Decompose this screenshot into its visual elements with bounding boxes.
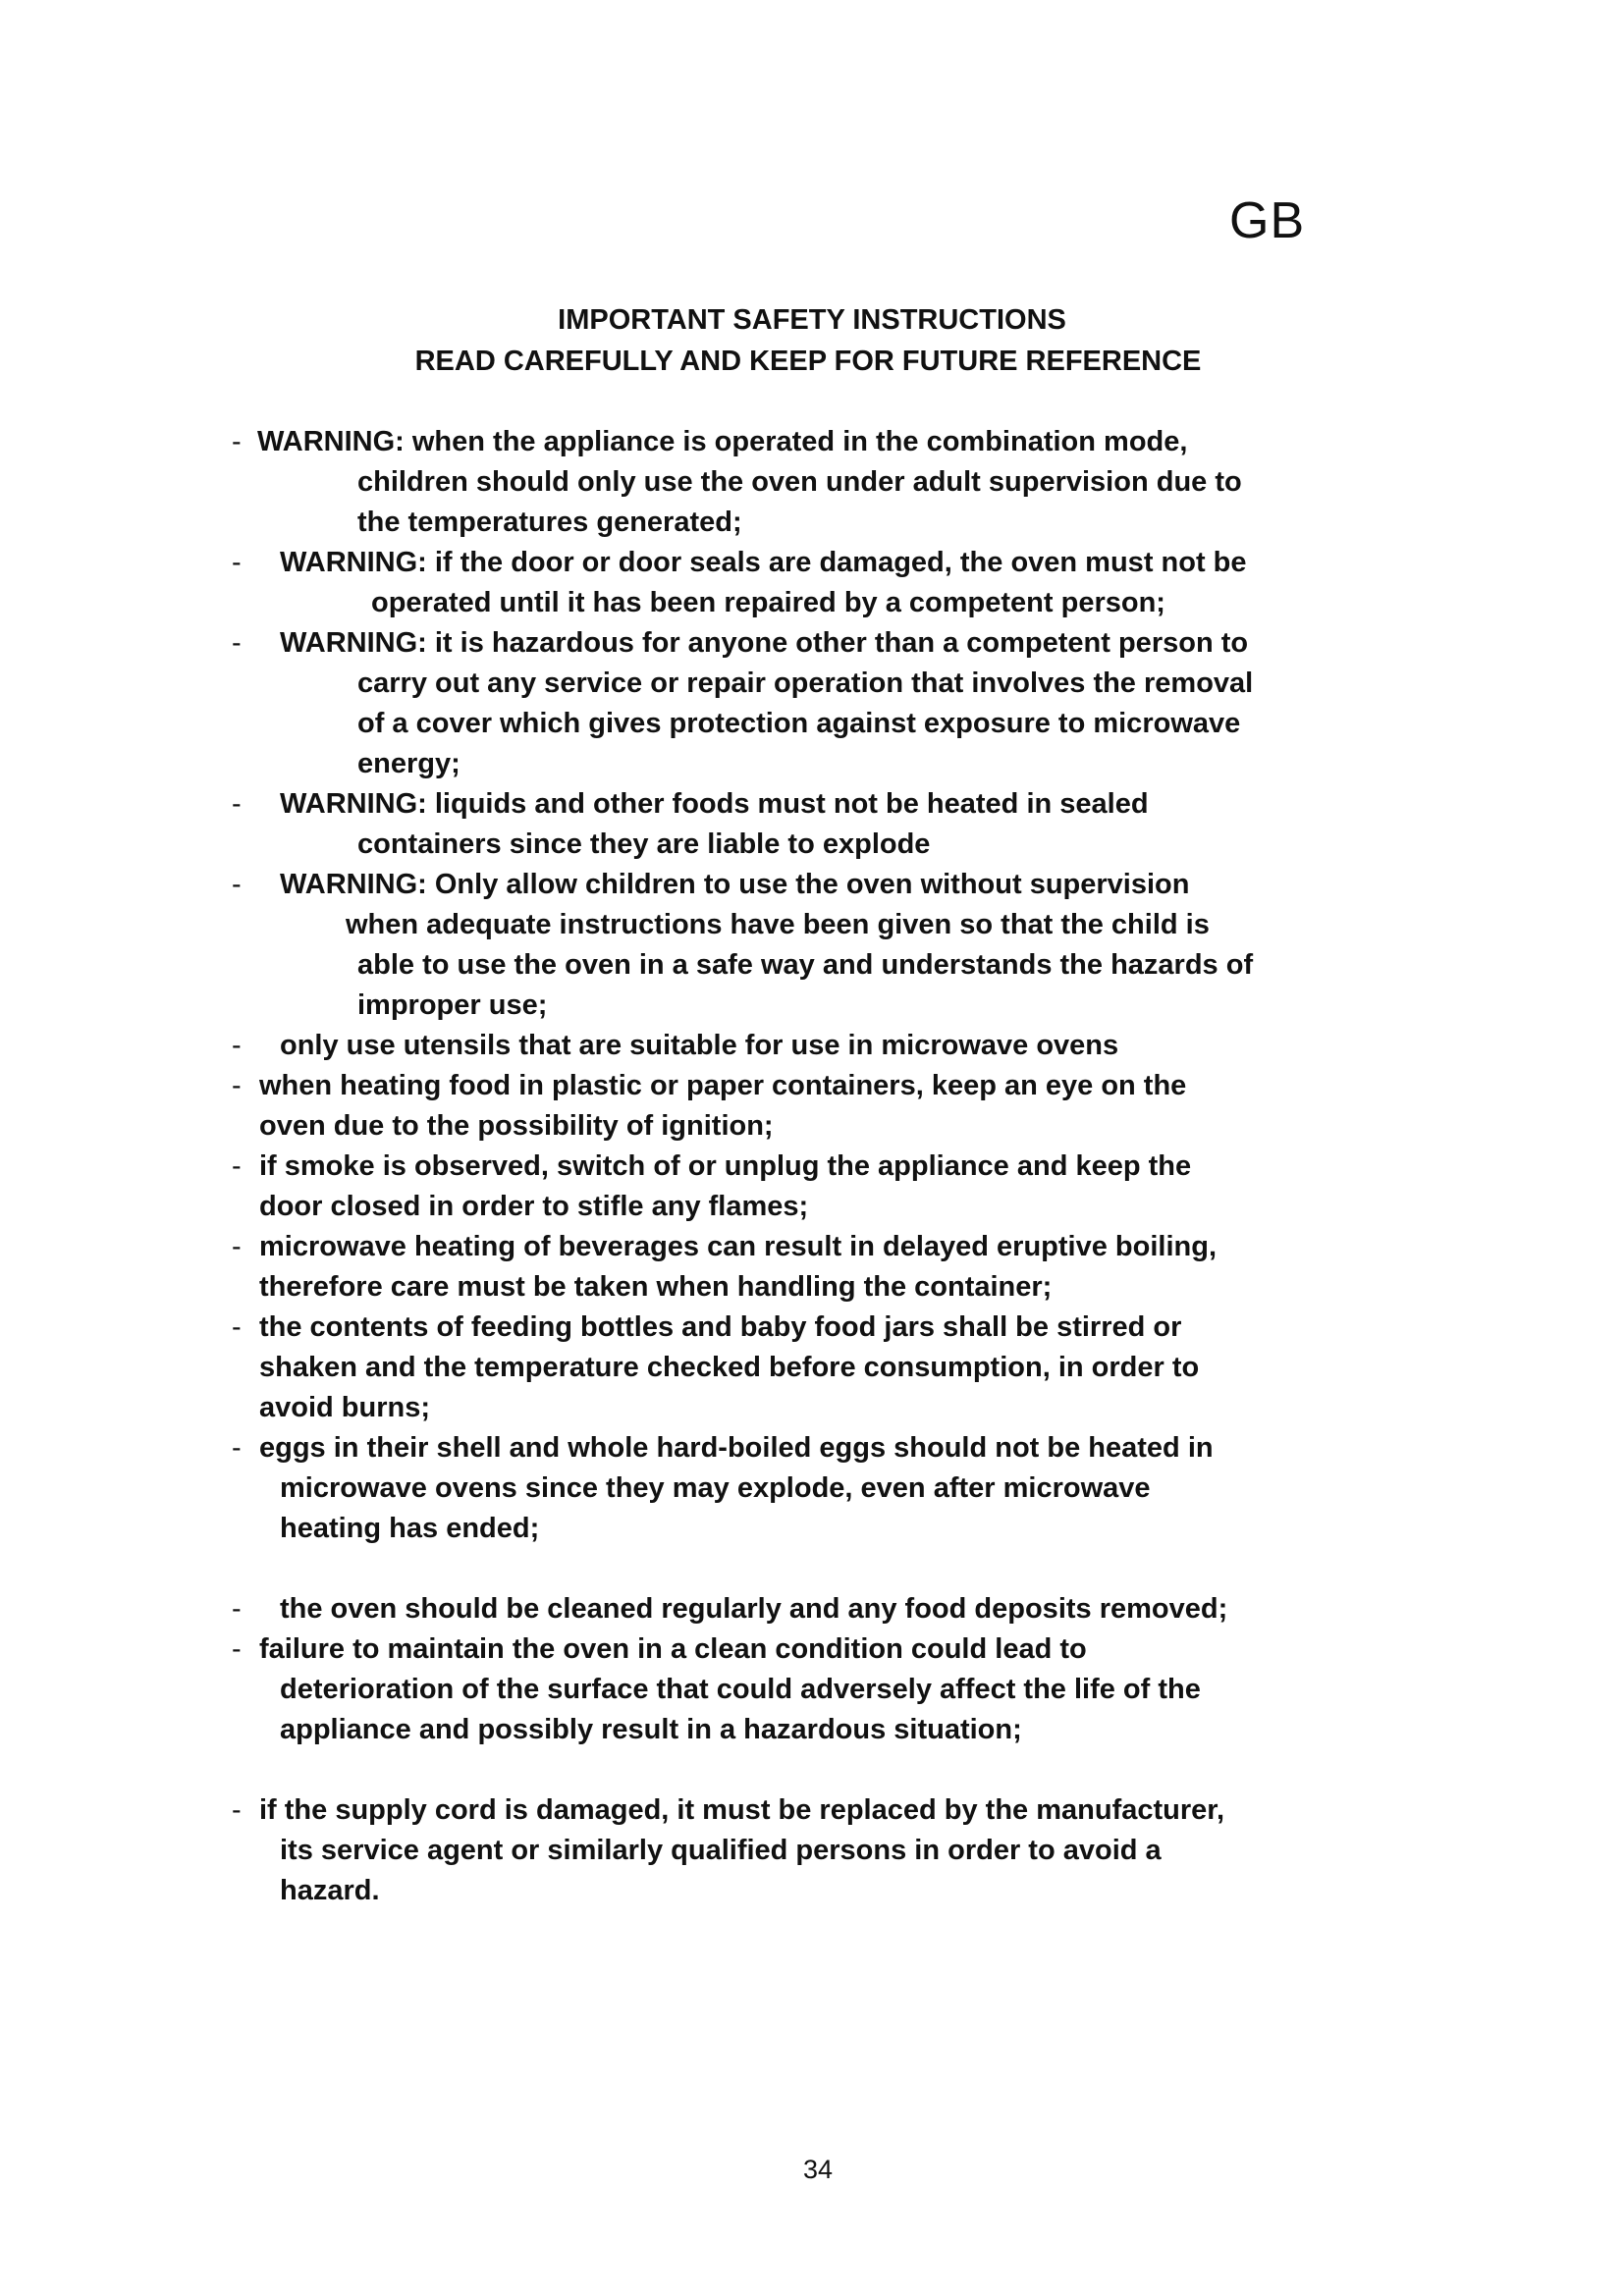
bullet-dash: - — [232, 1633, 242, 1665]
bullet-dash: - — [232, 1070, 242, 1101]
bullet-dash: - — [232, 627, 242, 659]
item-1-line-1: WARNING: when the appliance is operated in the combination mode, — [257, 426, 1188, 457]
bullet-dash: - — [232, 547, 242, 578]
item-14-line-1: if the supply cord is damaged, it must be replaced by the manufacturer, — [259, 1794, 1225, 1826]
item-8-line-1: if smoke is observed, switch of or unplug the appliance and keep the — [259, 1150, 1192, 1182]
item-3-line-2: carry out any service or repair operation that involves the removal — [357, 667, 1254, 699]
item-10-line-1: the contents of feeding bottles and baby food jars shall be stirred or — [259, 1311, 1182, 1343]
item-5-line-4: improper use; — [357, 989, 548, 1021]
item-14-line-2: its service agent or similarly qualified persons in order to avoid a — [280, 1835, 1162, 1866]
item-13-line-3: appliance and possibly result in a hazardous situation; — [280, 1714, 1022, 1745]
item-10-line-2: shaken and the temperature checked before consumption, in order to — [259, 1352, 1200, 1383]
item-3-line-1: WARNING: it is hazardous for anyone other than a competent person to — [280, 627, 1249, 659]
bullet-dash: - — [232, 869, 242, 900]
item-3-line-4: energy; — [357, 748, 460, 779]
item-4-line-1: WARNING: liquids and other foods must not be heated in sealed — [280, 788, 1149, 820]
item-6-line-1: only use utensils that are suitable for use in microwave ovens — [280, 1030, 1119, 1061]
item-5-line-3: able to use the oven in a safe way and understands the hazards of — [357, 949, 1254, 981]
item-4-line-2: containers since they are liable to explode — [357, 828, 931, 860]
item-5-line-1: WARNING: Only allow children to use the oven without supervision — [280, 869, 1190, 900]
heading-subtitle: READ CAREFULLY AND KEEP FOR FUTURE REFERENCE — [414, 346, 1202, 377]
item-13-line-1: failure to maintain the oven in a clean condition could lead to — [259, 1633, 1087, 1665]
bullet-dash: - — [232, 1311, 242, 1343]
language-code: GB — [1229, 192, 1306, 249]
heading-title: IMPORTANT SAFETY INSTRUCTIONS — [558, 304, 1066, 336]
item-11-line-3: heating has ended; — [280, 1513, 540, 1544]
bullet-dash: - — [232, 1150, 242, 1182]
page-number: 34 — [802, 2155, 834, 2184]
item-13-line-2: deterioration of the surface that could adversely affect the life of the — [280, 1674, 1201, 1705]
item-7-line-1: when heating food in plastic or paper containers, keep an eye on the — [259, 1070, 1187, 1101]
item-11-line-1: eggs in their shell and whole hard-boiled eggs should not be heated in — [259, 1432, 1214, 1464]
item-10-line-3: avoid burns; — [259, 1392, 431, 1423]
item-5-line-2: when adequate instructions have been given so that the child is — [346, 909, 1210, 940]
item-2-line-1: WARNING: if the door or door seals are damaged, the oven must not be — [280, 547, 1247, 578]
item-7-line-2: oven due to the possibility of ignition; — [259, 1110, 774, 1142]
item-1-line-2: children should only use the oven under adult supervision due to — [357, 466, 1242, 498]
bullet-dash: - — [232, 788, 242, 820]
bullet-dash: - — [232, 1231, 242, 1262]
item-9-line-2: therefore care must be taken when handling the container; — [259, 1271, 1053, 1303]
item-9-line-1: microwave heating of beverages can result in delayed eruptive boiling, — [259, 1231, 1218, 1262]
item-11-line-2: microwave ovens since they may explode, even after microwave — [280, 1472, 1151, 1504]
bullet-dash: - — [232, 1593, 242, 1625]
item-12-line-1: the oven should be cleaned regularly and any food deposits removed; — [280, 1593, 1228, 1625]
item-3-line-3: of a cover which gives protection against exposure to microwave — [357, 708, 1241, 739]
item-8-line-2: door closed in order to stifle any flames; — [259, 1191, 809, 1222]
bullet-dash: - — [232, 426, 242, 457]
bullet-dash: - — [232, 1432, 242, 1464]
item-1-line-3: the temperatures generated; — [357, 507, 742, 538]
bullet-dash: - — [232, 1794, 242, 1826]
bullet-dash: - — [232, 1030, 242, 1061]
item-14-line-3: hazard. — [280, 1875, 380, 1906]
item-2-line-2: operated until it has been repaired by a competent person; — [371, 587, 1165, 618]
